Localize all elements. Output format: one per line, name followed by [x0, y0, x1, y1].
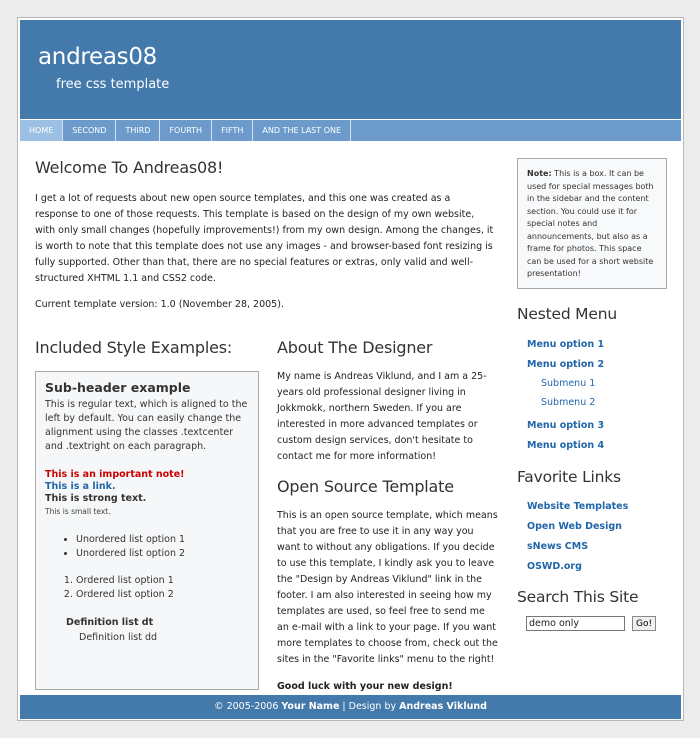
ordered-list — [45, 574, 249, 602]
favorite-links — [517, 497, 667, 577]
footer-copyright: © 2005-2006 — [214, 701, 282, 712]
list-item: 1. Ordered list option 1 — [76, 574, 249, 588]
style-examples-box — [35, 371, 259, 690]
submenu-1[interactable]: Submenu 1 — [541, 378, 596, 389]
version-text: Current template version: 1.0 (November 28, 2005). — [35, 299, 284, 310]
page-frame — [17, 17, 684, 721]
footer-designer-link[interactable]: Andreas Viklund — [399, 701, 487, 712]
page-title: Welcome To Andreas08! — [35, 158, 224, 177]
opensource-title: Open Source Template — [277, 477, 454, 496]
list-item: • Unordered list option 1 — [76, 533, 249, 547]
regular-text: This is regular text, which is aligned to the left by default. You can easily change the alignment using the classes .textcenter and .textright on each paragraph. — [45, 399, 248, 452]
search-title: Search This Site — [517, 588, 639, 606]
style-examples-title: Included Style Examples: — [35, 338, 233, 357]
site-footer — [20, 695, 681, 719]
nested-menu-option-2[interactable]: Menu option 2 — [527, 359, 605, 370]
definition-term: Definition list dt — [66, 617, 154, 628]
favorite-link-snews-cms[interactable]: sNews CMS — [527, 541, 589, 552]
menu-second[interactable]: SECOND — [63, 120, 116, 141]
note-text: This is a box. It can be used for special messages both in the sidebar and the content section. You could use it for special notes and announcements, but also as a frame for photos. This space can be used for a short website presentation! — [527, 169, 654, 278]
main-content — [35, 158, 498, 692]
site-header — [20, 20, 681, 119]
intro-paragraph: I get a lot of requests about new open source templates, and this one was created as a response to one of those requests. This template is based on the design of my own website, with only small changes (hopefully improvements!) from my own design. Among the changes, it is worth to note that this template does not use any images - and browser-based font resizing is fully supported. Other than that, there are no special features or extras, only valid and well-structured XHTML 1.1 and CSS2 code. — [35, 193, 494, 284]
list-item: • Unordered list option 2 — [76, 547, 249, 561]
sidebar — [517, 158, 667, 631]
about-column — [277, 338, 499, 692]
favorite-link-open-web-design[interactable]: Open Web Design — [527, 521, 622, 532]
sub-header-example: Sub-header example — [45, 380, 191, 395]
definition-description: Definition list dd — [79, 632, 158, 643]
menu-fourth[interactable]: FOURTH — [160, 120, 212, 141]
site-title[interactable]: andreas08 — [38, 44, 158, 70]
main-menu — [20, 120, 681, 141]
favorite-link-oswd[interactable]: OSWD.org — [527, 561, 582, 572]
footer-separator: | Design by — [339, 701, 400, 712]
search-form — [517, 616, 667, 631]
submenu-2[interactable]: Submenu 2 — [541, 397, 596, 408]
closing-text: Good luck with your new design! — [277, 681, 453, 692]
site-slogan: free css template — [56, 77, 170, 92]
important-note: This is an important note! — [45, 469, 185, 480]
favorite-links-title: Favorite Links — [517, 468, 621, 486]
footer-your-name[interactable]: Your Name — [281, 701, 340, 712]
menu-third[interactable]: THIRD — [116, 120, 160, 141]
nested-menu-option-3[interactable]: Menu option 3 — [527, 420, 605, 431]
nested-menu-option-4[interactable]: Menu option 4 — [527, 440, 605, 451]
note-label: Note: — [527, 169, 552, 178]
small-text: This is small text. — [45, 507, 111, 516]
list-item: 2. Ordered list option 2 — [76, 588, 249, 602]
example-link[interactable]: This is a link. — [45, 481, 116, 492]
search-input[interactable] — [526, 616, 625, 631]
nested-menu-option-1[interactable]: Menu option 1 — [527, 339, 605, 350]
about-text: My name is Andreas Viklund, and I am a 25-years old professional designer living in Jokkmokk, northern Sweden. If you are interested in more advanced templates or custom design services, don't hesitate to contact me for more information! — [277, 371, 487, 462]
unordered-list — [45, 533, 249, 561]
style-examples-column — [35, 338, 259, 690]
opensource-text: This is an open source template, which means that you are free to use it in any way you want to without any obligations. If you decide to use this template, I kindly ask you to leave the "Design by Andreas Viklund" link in the footer. I am also interested in seeing how my templates are used, so feel free to send me an e-mail with a link to your page. If you want more templates to choose from, check out the sites in the "Favorite links" menu to the right! — [277, 510, 498, 665]
strong-text: This is strong text. — [45, 493, 147, 504]
menu-home[interactable]: HOME — [20, 120, 63, 141]
menu-last[interactable]: AND THE LAST ONE — [253, 120, 351, 141]
nested-menu — [517, 335, 667, 456]
nested-menu-title: Nested Menu — [517, 305, 617, 323]
note-box — [517, 158, 667, 289]
about-title: About The Designer — [277, 338, 433, 357]
menu-fifth[interactable]: FIFTH — [212, 120, 253, 141]
search-button[interactable]: Go! — [632, 616, 656, 631]
favorite-link-website-templates[interactable]: Website Templates — [527, 501, 629, 512]
